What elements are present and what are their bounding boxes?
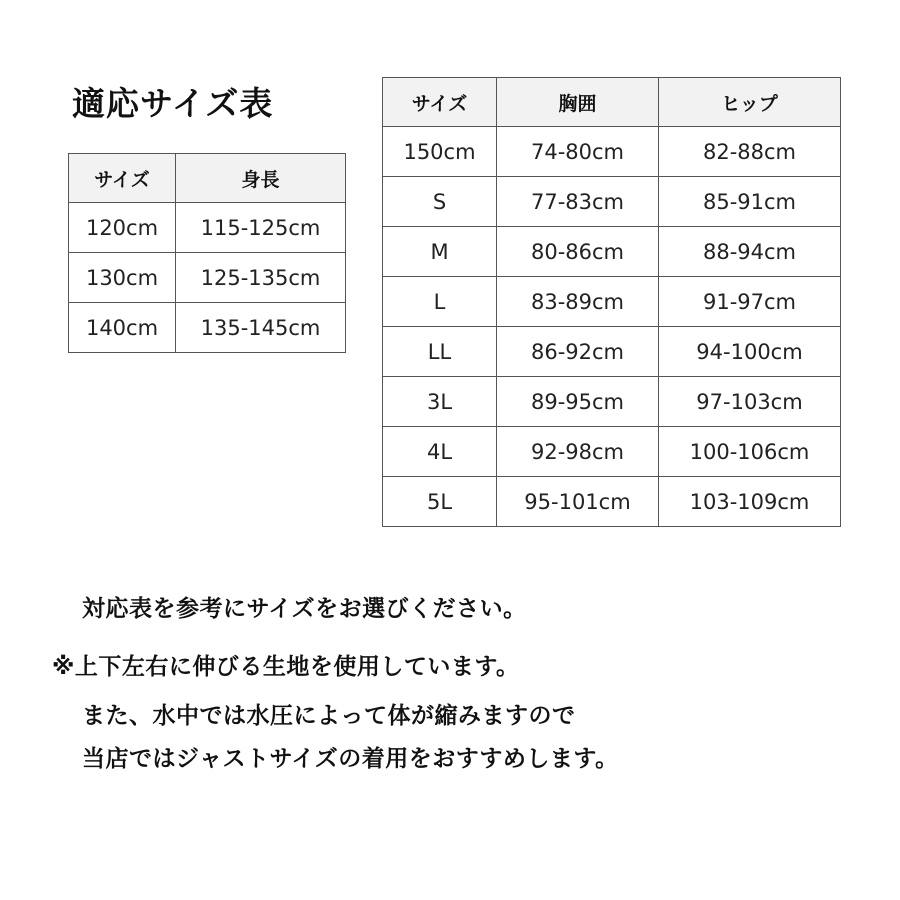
hip-cell: 88-94cm <box>659 227 841 277</box>
height-cell: 125-135cm <box>176 253 346 303</box>
column-header-height: 身長 <box>176 154 346 203</box>
table-row <box>383 477 841 527</box>
column-header-size: サイズ <box>69 154 176 203</box>
size-cell: 3L <box>383 377 497 427</box>
table-row <box>383 127 841 177</box>
column-header-size: サイズ <box>383 78 497 127</box>
chest-cell: 80-86cm <box>497 227 659 277</box>
recommendation-note: 当店ではジャストサイズの着用をおすすめします。 <box>82 746 619 772</box>
height-cell: 115-125cm <box>176 203 346 253</box>
table-row <box>69 253 346 303</box>
chest-cell: 77-83cm <box>497 177 659 227</box>
page-title: 適応サイズ表 <box>72 84 274 123</box>
table-row <box>383 427 841 477</box>
chest-cell: 86-92cm <box>497 327 659 377</box>
table-row <box>383 177 841 227</box>
chest-cell: 83-89cm <box>497 277 659 327</box>
height-cell: 135-145cm <box>176 303 346 353</box>
table-row <box>383 377 841 427</box>
size-cell: 130cm <box>69 253 176 303</box>
hip-cell: 97-103cm <box>659 377 841 427</box>
table-header-row <box>383 78 841 127</box>
hip-cell: 82-88cm <box>659 127 841 177</box>
hip-cell: 85-91cm <box>659 177 841 227</box>
height-size-table <box>68 153 346 353</box>
chest-cell: 92-98cm <box>497 427 659 477</box>
size-cell: 120cm <box>69 203 176 253</box>
table-row <box>383 277 841 327</box>
size-guide-note: 対応表を参考にサイズをお選びください。 <box>82 596 527 622</box>
column-header-chest: 胸囲 <box>497 78 659 127</box>
size-cell: S <box>383 177 497 227</box>
size-cell: M <box>383 227 497 277</box>
body-size-table <box>382 77 841 527</box>
table-row <box>69 203 346 253</box>
size-cell: LL <box>383 327 497 377</box>
chest-cell: 74-80cm <box>497 127 659 177</box>
chest-cell: 89-95cm <box>497 377 659 427</box>
table-header-row <box>69 154 346 203</box>
hip-cell: 100-106cm <box>659 427 841 477</box>
fabric-stretch-note: ※上下左右に伸びる生地を使用しています。 <box>52 654 520 680</box>
column-header-hip: ヒップ <box>659 78 841 127</box>
hip-cell: 94-100cm <box>659 327 841 377</box>
size-cell: 4L <box>383 427 497 477</box>
size-cell: 140cm <box>69 303 176 353</box>
table-row <box>383 227 841 277</box>
table-row <box>383 327 841 377</box>
size-cell: L <box>383 277 497 327</box>
hip-cell: 103-109cm <box>659 477 841 527</box>
hip-cell: 91-97cm <box>659 277 841 327</box>
size-cell: 5L <box>383 477 497 527</box>
table-row <box>69 303 346 353</box>
chest-cell: 95-101cm <box>497 477 659 527</box>
size-cell: 150cm <box>383 127 497 177</box>
water-pressure-note: また、水中では水圧によって体が縮みますので <box>82 703 576 729</box>
